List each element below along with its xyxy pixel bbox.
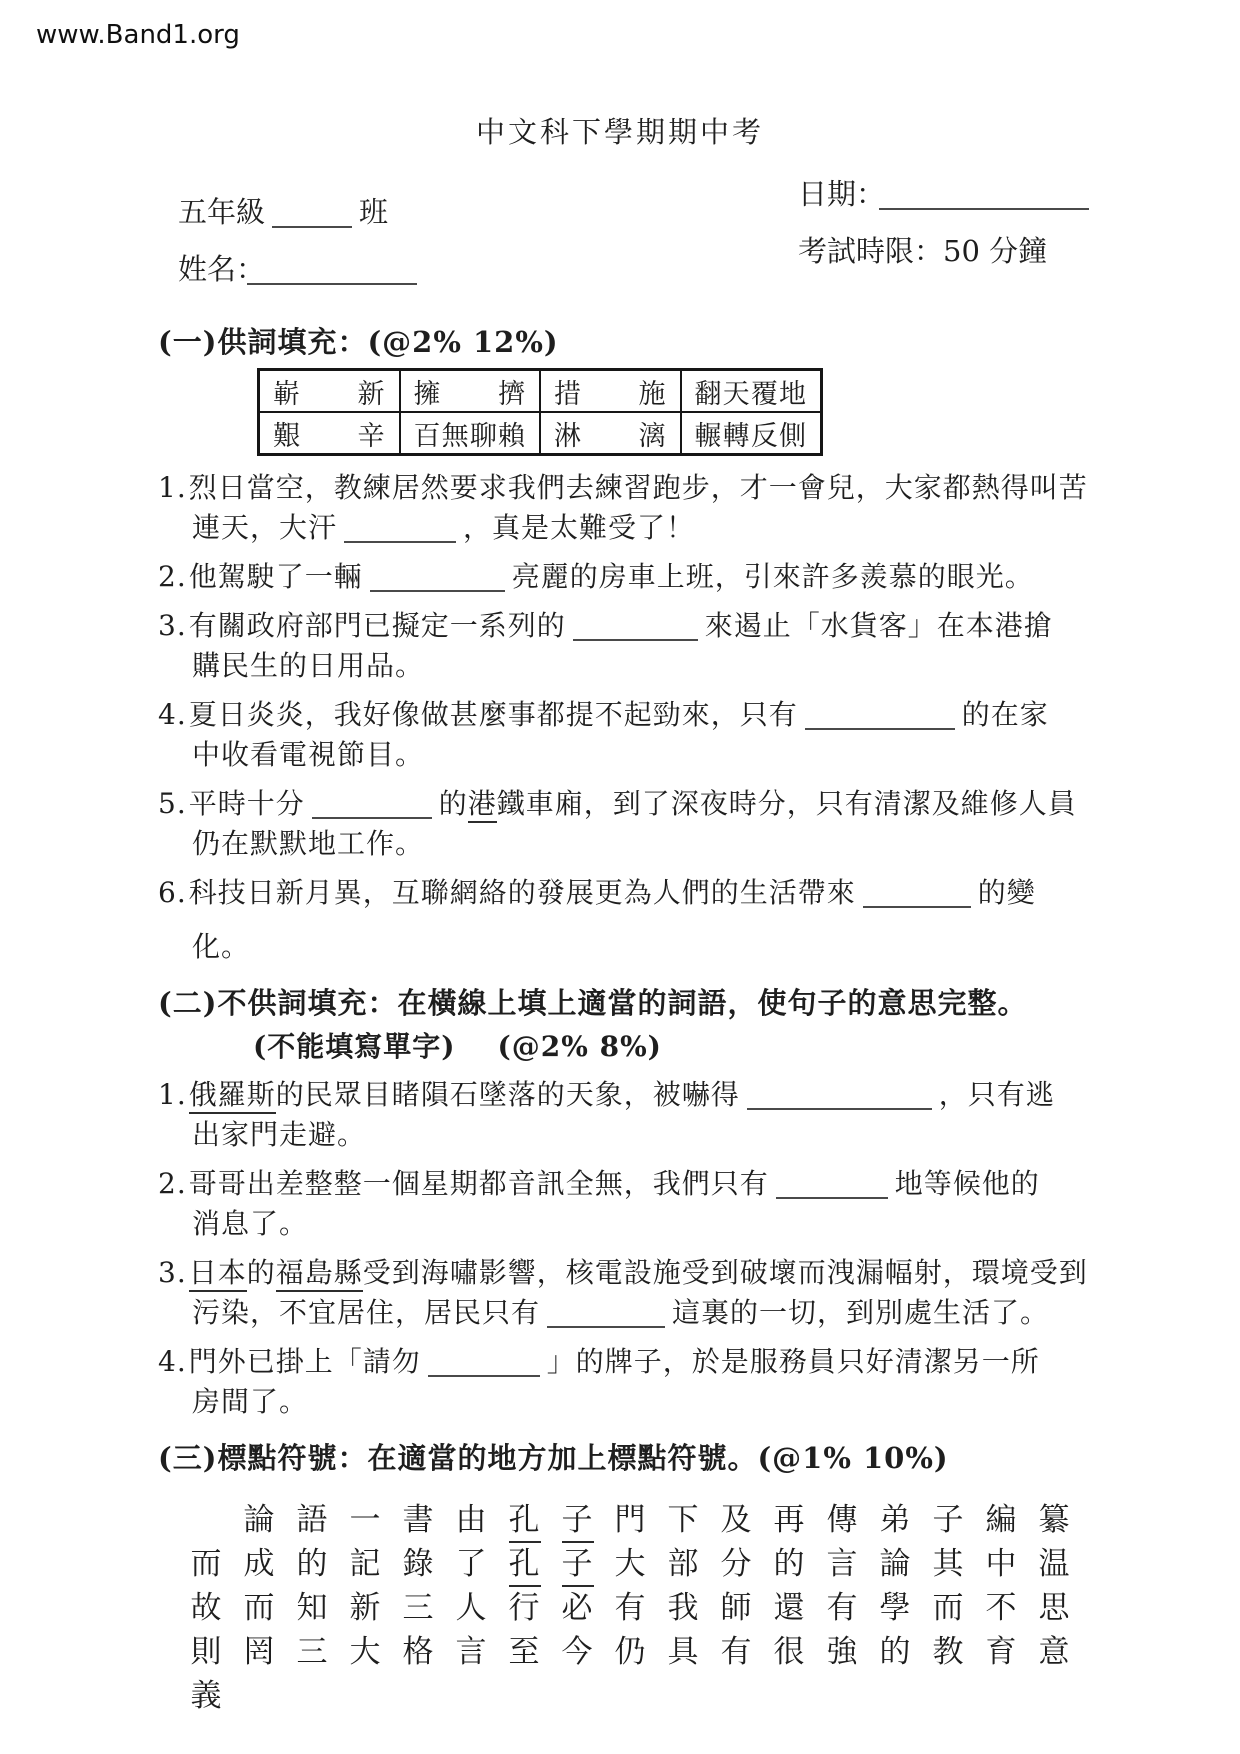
question-line <box>158 1115 1108 1155</box>
punctuation-grid-cell: 再 <box>773 1502 806 1538</box>
punctuation-grid-cell: 子 <box>932 1502 965 1538</box>
time-limit-row <box>798 229 1096 270</box>
punctuation-grid-cell: 則 <box>190 1634 223 1670</box>
word-bank-char: 翻 <box>694 378 723 410</box>
question-text: 」的牌子，於是服務員只好清潔另一所 <box>546 1345 1040 1378</box>
word-bank-char: 新 <box>357 378 386 410</box>
punctuation-grid-cell: 部 <box>667 1546 700 1582</box>
punctuation-grid-cell: 人 <box>455 1590 488 1626</box>
class-label: 班 <box>359 195 389 229</box>
punctuation-grid-cell: 纂 <box>1038 1502 1071 1538</box>
word-bank-cell <box>540 412 681 454</box>
punctuation-grid-row <box>180 1538 1108 1582</box>
question-line <box>158 1253 1108 1293</box>
punctuation-grid-cell <box>498 1538 551 1583</box>
answer-blank <box>747 1080 932 1110</box>
question <box>158 784 1108 864</box>
punctuation-grid-cell: 有 <box>826 1590 859 1626</box>
section2-note: (不能填寫單字) <box>253 1030 456 1063</box>
grade-class-row <box>178 190 424 231</box>
question-line <box>158 927 1108 967</box>
question-line <box>158 784 1108 824</box>
question <box>158 1342 1108 1422</box>
question-text: 烈日當空，教練居然要求我們去練習跑步，才一會兒，大家都熱得叫苦 <box>188 471 1088 504</box>
punctuation-grid-row <box>180 1582 1108 1626</box>
punctuation-grid-cell: 一 <box>349 1502 382 1538</box>
punctuation-grid <box>158 1494 1108 1714</box>
punctuation-grid-cell: 大 <box>614 1546 647 1582</box>
punctuation-grid-cell: 大 <box>349 1634 382 1670</box>
punctuation-grid-cell: 仍 <box>614 1634 647 1670</box>
question-text: ，真是太難受了！ <box>463 511 696 544</box>
section2-heading: (二)不供詞填充：在橫線上填上適當的詞語，使句子的意思完整。 <box>158 986 1028 1020</box>
word-bank-cell <box>681 370 822 412</box>
word-bank-char: 覆 <box>750 378 779 410</box>
name-label: 姓名： <box>178 252 266 286</box>
question-number: 4. <box>158 1345 187 1378</box>
punctuation-grid-cell: 不 <box>985 1590 1018 1626</box>
punctuation-grid-cell: 三 <box>402 1590 435 1626</box>
student-info-block <box>178 190 424 304</box>
question-text: 的 <box>438 787 468 820</box>
punctuation-grid-row <box>180 1494 1108 1538</box>
word-bank-char: 反 <box>750 420 779 452</box>
punctuation-grid-cell <box>551 1494 604 1539</box>
word-bank-table <box>257 368 823 456</box>
proper-noun-char: 子 <box>562 1546 594 1587</box>
grade-label: 五年級 <box>178 195 266 229</box>
question-text: 有關政府部門已擬定一系列的 <box>188 609 566 642</box>
punctuation-grid-cell: 至 <box>508 1634 541 1670</box>
class-blank <box>272 198 352 228</box>
punctuation-grid-cell: 語 <box>296 1502 329 1538</box>
word-bank-char: 施 <box>638 378 667 410</box>
punctuation-grid-cell: 下 <box>667 1502 700 1538</box>
question-text: 受到海嘯影響，核電設施受到破壞而洩漏幅射，環境受到 <box>362 1256 1088 1289</box>
date-blank <box>879 180 1089 210</box>
question-text: ，只有逃 <box>938 1078 1055 1111</box>
question-text: 房間了。 <box>192 1385 309 1418</box>
word-bank-char: 百 <box>413 420 442 452</box>
question-line <box>158 606 1108 646</box>
word-bank-char: 無 <box>441 420 470 452</box>
punctuation-grid-cell: 而 <box>190 1546 223 1582</box>
section1-questions <box>158 468 1108 967</box>
punctuation-grid-cell <box>551 1538 604 1583</box>
word-bank-char: 淋 <box>554 420 582 452</box>
question-line <box>158 646 1108 686</box>
word-bank-char: 賴 <box>497 420 526 452</box>
answer-blank <box>344 513 456 543</box>
question-line <box>158 824 1108 864</box>
question-text: 港 <box>468 787 497 823</box>
punctuation-grid-row <box>180 1670 1108 1714</box>
word-bank-char: 側 <box>778 420 807 452</box>
word-bank-char: 漓 <box>638 420 667 452</box>
question-text: 的民眾目睹隕石墜落的天象，被嚇得 <box>275 1078 740 1111</box>
question-text: 這裏的一切，到別處生活了。 <box>672 1296 1050 1329</box>
name-blank <box>247 255 417 285</box>
punctuation-grid-cell: 有 <box>614 1590 647 1626</box>
question-text: 中收看電視節目。 <box>192 738 425 771</box>
exam-info-block <box>798 172 1096 286</box>
punctuation-grid-cell: 的 <box>773 1546 806 1582</box>
question-number: 1. <box>158 1078 187 1111</box>
question-text: 亮麗的房車上班，引來許多羨慕的眼光。 <box>511 560 1034 593</box>
word-bank-char: 嶄 <box>273 378 301 410</box>
section2-subheading <box>158 1027 1108 1067</box>
question-line <box>158 735 1108 775</box>
question-text: 污染，不宜居住，居民只有 <box>192 1296 541 1329</box>
name-row <box>178 247 424 288</box>
question-line <box>158 557 1108 597</box>
punctuation-grid-cell: 師 <box>720 1590 753 1626</box>
question-number: 4. <box>158 698 187 731</box>
punctuation-grid-cell: 編 <box>985 1502 1018 1538</box>
question <box>158 873 1108 967</box>
word-bank-char: 艱 <box>273 420 301 452</box>
punctuation-grid-cell: 弟 <box>879 1502 912 1538</box>
proper-noun-char: 孔 <box>509 1546 541 1587</box>
question-text: 平時十分 <box>188 787 305 820</box>
punctuation-grid-cell: 有 <box>720 1634 753 1670</box>
question <box>158 557 1108 597</box>
punctuation-grid-cell: 錄 <box>402 1546 435 1582</box>
word-bank-char: 轉 <box>722 420 751 452</box>
question-number: 6. <box>158 876 187 909</box>
punctuation-grid-cell: 其 <box>932 1546 965 1582</box>
punctuation-grid-cell: 了 <box>455 1546 488 1582</box>
punctuation-grid-cell: 新 <box>349 1590 382 1626</box>
punctuation-grid-cell: 強 <box>826 1634 859 1670</box>
word-bank-cell <box>540 370 681 412</box>
word-bank-cell <box>400 412 541 454</box>
question-text: 出家門走避。 <box>192 1118 367 1151</box>
question-text: 俄羅斯 <box>189 1078 276 1114</box>
question-line <box>158 1204 1108 1244</box>
question-number: 1. <box>158 471 187 504</box>
question-line <box>158 1293 1108 1333</box>
punctuation-grid-cell: 記 <box>349 1546 382 1582</box>
punctuation-grid-cell: 成 <box>243 1546 276 1582</box>
question-line <box>158 1075 1108 1115</box>
punctuation-grid-cell: 教 <box>932 1634 965 1670</box>
section2-marks: (@2% 8%) <box>497 1030 662 1063</box>
question-number: 3. <box>158 609 187 642</box>
answer-blank <box>428 1347 540 1377</box>
punctuation-grid-cell: 中 <box>985 1546 1018 1582</box>
punctuation-grid-cell: 還 <box>773 1590 806 1626</box>
question-line <box>158 1342 1108 1382</box>
question-text: 鐵車廂，到了深夜時分，只有清潔及維修人員 <box>496 787 1077 820</box>
word-bank-char: 聊 <box>469 420 498 452</box>
word-bank-cell <box>259 412 400 454</box>
punctuation-grid-cell: 言 <box>826 1546 859 1582</box>
punctuation-grid-cell: 育 <box>985 1634 1018 1670</box>
question-text: 消息了。 <box>192 1207 309 1240</box>
question-number: 2. <box>158 1167 187 1200</box>
punctuation-grid-cell: 格 <box>402 1634 435 1670</box>
date-row <box>798 172 1096 213</box>
section2-questions <box>158 1075 1108 1422</box>
punctuation-grid-cell: 的 <box>879 1634 912 1670</box>
page-title: 中文科下學期期中考 <box>475 115 764 149</box>
punctuation-grid-cell: 論 <box>879 1546 912 1582</box>
punctuation-grid-cell: 論 <box>243 1502 276 1538</box>
question-line <box>158 508 1108 548</box>
question-text: 的變 <box>977 876 1036 909</box>
question-line <box>158 1382 1108 1422</box>
question-line <box>158 468 1108 508</box>
punctuation-grid-row <box>180 1626 1108 1670</box>
punctuation-grid-cell: 門 <box>614 1502 647 1538</box>
proper-noun-char: 孔 <box>509 1502 541 1543</box>
word-bank-cell <box>259 370 400 412</box>
question-text: 來遏止「水貨客」在本港搶 <box>704 609 1053 642</box>
punctuation-grid-cell: 的 <box>296 1546 329 1582</box>
answer-blank <box>573 611 698 641</box>
word-bank-char: 措 <box>554 378 582 410</box>
time-limit-label: 考試時限：50 分鐘 <box>798 234 1048 268</box>
question-text: 福島縣 <box>276 1256 363 1292</box>
question-line <box>158 695 1108 735</box>
punctuation-grid-cell: 義 <box>190 1678 223 1714</box>
word-bank-cell <box>681 412 822 454</box>
answer-blank <box>776 1169 888 1199</box>
question-text: 他駕駛了一輛 <box>188 560 363 593</box>
punctuation-grid-cell: 及 <box>720 1502 753 1538</box>
punctuation-grid-cell: 温 <box>1038 1546 1071 1582</box>
question <box>158 1075 1108 1155</box>
word-bank-char: 擠 <box>498 378 526 410</box>
answer-blank <box>805 700 955 730</box>
word-bank-char: 輾 <box>694 420 723 452</box>
punctuation-grid-cell: 書 <box>402 1502 435 1538</box>
section1-heading: (一)供詞填充：(@2% 12%) <box>158 325 559 359</box>
section3-heading: (三)標點符號：在適當的地方加上標點符號。(@1% 10%) <box>158 1441 949 1475</box>
question <box>158 468 1108 548</box>
word-bank-char: 擁 <box>413 378 442 410</box>
question-text: 仍在默默地工作。 <box>192 827 425 860</box>
question-number: 3. <box>158 1256 187 1289</box>
question-text: 哥哥出差整整一個星期都音訊全無，我們只有 <box>188 1167 769 1200</box>
answer-blank <box>370 562 505 592</box>
question <box>158 695 1108 775</box>
answer-blank <box>863 878 971 908</box>
watermark: www.Band1.org <box>36 20 240 50</box>
punctuation-grid-cell: 思 <box>1038 1590 1071 1626</box>
question-number: 5. <box>158 787 187 820</box>
question-text: 日本 <box>189 1256 247 1292</box>
punctuation-grid-cell: 很 <box>773 1634 806 1670</box>
question-text: 夏日炎炎，我好像做甚麼事都提不起勁來，只有 <box>188 698 798 731</box>
question-text: 地等候他的 <box>894 1167 1040 1200</box>
punctuation-grid-cell: 必 <box>561 1590 594 1626</box>
punctuation-grid-cell: 三 <box>296 1634 329 1670</box>
question-text: 科技日新月異，互聯網絡的發展更為人們的生活帶來 <box>188 876 856 909</box>
punctuation-grid-cell: 故 <box>190 1590 223 1626</box>
word-bank-char: 辛 <box>357 420 386 452</box>
answer-blank <box>547 1298 665 1328</box>
punctuation-grid-cell: 由 <box>455 1502 488 1538</box>
punctuation-grid-cell: 具 <box>667 1634 700 1670</box>
punctuation-grid-cell: 行 <box>508 1590 541 1626</box>
punctuation-grid-cell: 知 <box>296 1590 329 1626</box>
answer-blank <box>312 789 432 819</box>
punctuation-grid-cell: 言 <box>455 1634 488 1670</box>
question-text: 化。 <box>192 930 251 963</box>
proper-noun-char: 子 <box>562 1502 594 1543</box>
question-line <box>158 873 1108 913</box>
word-bank-char: 天 <box>722 378 751 410</box>
date-label: 日期： <box>798 177 886 211</box>
punctuation-grid-cell: 傳 <box>826 1502 859 1538</box>
word-bank-cell <box>400 370 541 412</box>
question <box>158 606 1108 686</box>
question-line <box>158 1164 1108 1204</box>
punctuation-grid-cell: 分 <box>720 1546 753 1582</box>
question <box>158 1164 1108 1244</box>
question <box>158 1253 1108 1333</box>
question-text: 連天，大汗 <box>192 511 338 544</box>
punctuation-grid-cell: 而 <box>932 1590 965 1626</box>
punctuation-grid-cell: 今 <box>561 1634 594 1670</box>
punctuation-grid-cell: 罔 <box>243 1634 276 1670</box>
question-text: 門外已掛上「請勿 <box>188 1345 421 1378</box>
punctuation-grid-cell: 我 <box>667 1590 700 1626</box>
punctuation-grid-cell <box>498 1494 551 1539</box>
word-bank-char: 地 <box>778 378 807 410</box>
question-text: 的在家 <box>961 698 1049 731</box>
punctuation-grid-cell: 學 <box>879 1590 912 1626</box>
punctuation-grid-cell: 而 <box>243 1590 276 1626</box>
question-number: 2. <box>158 560 187 593</box>
question-text: 的 <box>246 1256 276 1289</box>
question-text: 購民生的日用品。 <box>192 649 425 682</box>
punctuation-grid-cell: 意 <box>1038 1634 1071 1670</box>
exam-body <box>158 322 1108 1714</box>
